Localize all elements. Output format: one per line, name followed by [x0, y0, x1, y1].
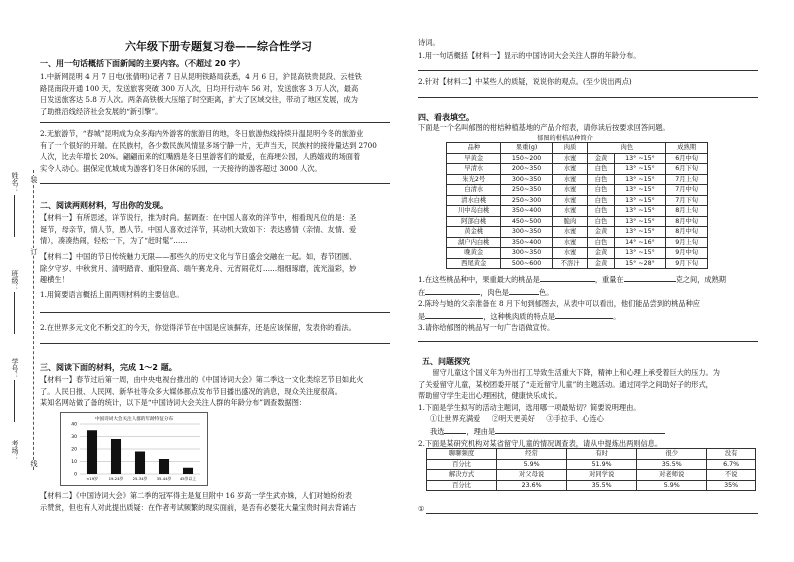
table-cell: 白色 — [588, 237, 614, 248]
table-cell: 9月中旬 — [666, 248, 708, 259]
s3-material-2 — [40, 490, 395, 513]
table-cell: 13° ~15° — [614, 227, 666, 238]
q1-text-f: 色。 — [538, 287, 554, 297]
table-cell: 35.5% — [567, 480, 637, 491]
table-cell: 早黄金 — [447, 153, 501, 164]
answer-line[interactable] — [418, 97, 758, 98]
table-cell: 9月下旬 — [666, 258, 708, 269]
s1-heading: 一、用一句话概括下面新闻的主要内容。（不超过 20 字） — [40, 59, 245, 68]
s2-question-2: 2.在世界多元文化不断交汇的今天，你觉得洋节在中国是应该摒弃，还是应该保留，发表你的看法。 — [40, 323, 356, 332]
s3-material-1 — [40, 374, 395, 409]
table-row — [447, 248, 708, 259]
s3-heading: 三、阅读下面的材料，完成 1～2 题。 — [40, 363, 177, 372]
table-row — [427, 459, 756, 470]
s4-table-title: 郁图的柑桔品种简介 — [537, 135, 593, 142]
chart-xtick-label: 25-34岁 — [132, 476, 148, 481]
s1-news-1-line: 了助推沿线经济社会发展的“新引擎”。 — [40, 106, 163, 116]
table-cell: 西尾黄金 — [447, 258, 501, 269]
s1-news-2-line: 人次，比去年增长 20%。翩翩而来的红嘴鸥是冬日里游客们的最爱，在海埂公园，人鸥嬉戏的场面着 — [40, 152, 361, 162]
binding-blank-1[interactable] — [14, 195, 15, 237]
s1-news-2 — [40, 128, 395, 174]
chart-xtick-label: 35-44岁 — [156, 476, 172, 481]
binding-label-name: 姓名： — [11, 172, 19, 193]
table-cell: 白色 — [588, 185, 614, 196]
table-cell: 白色 — [588, 174, 614, 185]
answer-line[interactable] — [418, 70, 758, 71]
table-cell: 白色 — [588, 216, 614, 227]
table-row — [427, 470, 756, 481]
age-distribution-chart — [60, 412, 208, 486]
table-row — [447, 237, 708, 248]
table-cell: 9月上旬 — [666, 237, 708, 248]
s4-q1-line — [418, 273, 763, 286]
table-cell: 水蜜 — [552, 174, 588, 185]
s1-news-1-line: 路昆南段开通 100 天，发送旅客突破 300 万人次，日均开行动车 56 对，发送旅客 3 万人次，最高 — [40, 83, 359, 93]
table-cell: 不说 — [707, 470, 756, 481]
table-row — [447, 258, 708, 269]
chart-ytick-label: 30 — [71, 435, 77, 441]
s3-m2-line: 【材料二】《中国诗词大会》第二季的冠军得主是复旦附中 16 岁高一学生武亦姝，人们对她纷纷表 — [40, 491, 352, 500]
q2-text-c: ，这种桃肉质的特点是 — [483, 311, 556, 321]
table-cell: 川中岛白桃 — [447, 206, 501, 217]
table-cell: 13° ~15° — [614, 216, 666, 227]
cut-char-3: 线 — [30, 460, 38, 467]
table-cell: 阿部白桃 — [447, 216, 501, 227]
answer-line[interactable] — [40, 122, 390, 123]
table-cell: 14° ~16° — [614, 237, 666, 248]
table-cell: 百分比 — [427, 480, 497, 491]
table-cell: 200~350 — [501, 164, 552, 175]
table-cell: 5.9% — [497, 459, 567, 470]
s4-q3-line: 3.请你给郁图的桃品写一句广告语做宣传。 — [418, 323, 555, 333]
survey-table — [426, 448, 756, 491]
table-cell: 7月上旬 — [666, 174, 708, 185]
s1-news-2-line: 有了一个很好的开端。在民族村，各少数民族风情显多场宁静一片，无声当天，民族村的接待量达到 2700 — [40, 140, 377, 150]
peach-table — [446, 142, 708, 269]
table-cell: 对父母说 — [497, 470, 567, 481]
table-header-cell: 肉质 — [552, 143, 588, 154]
binding-label-id: 学号： — [11, 358, 19, 379]
chart-xtick-label: 19-24岁 — [108, 476, 124, 481]
table-cell: 朱光2号 — [447, 174, 501, 185]
table-cell: 金黄 — [588, 248, 614, 259]
table-cell: 湖户内白桃 — [447, 237, 501, 248]
table-cell: 对老师说 — [637, 470, 707, 481]
table-cell: 没有 — [707, 449, 756, 460]
chart-xtick-label: 45岁以上 — [179, 476, 197, 481]
table-cell: 金黄 — [588, 258, 614, 269]
table-cell: 白色 — [588, 195, 614, 206]
q2-text-d: 。 — [613, 311, 621, 321]
s1-news-1-line: 日发送旅客达 5.8 万人次。两条高铁极大压缩了时空距离，扩大了区域交往，带动了地区发展，成为 — [40, 95, 358, 105]
s4-question-1 — [418, 273, 763, 334]
s5-p-line: 了关爱留守儿童，某校团委开展了“走近留守儿童”的主题活动。通过同学之间助好子的形式， — [418, 379, 713, 389]
s2-heading: 二、阅读两则材料，写出你的发现。 — [40, 201, 168, 210]
r-cont: 诗词。 — [418, 38, 440, 47]
fill-blank[interactable] — [444, 425, 466, 434]
table-cell: 13° ~15° — [614, 206, 666, 217]
table-cell: 13° ~15° — [614, 195, 666, 206]
table-header-cell: 果重(g) — [501, 143, 552, 154]
table-cell: 15° ~28° — [614, 258, 666, 269]
table-row — [447, 195, 708, 206]
table-cell: 对同学说 — [567, 470, 637, 481]
s1-news-1 — [40, 71, 395, 117]
table-cell: 水蜜 — [552, 164, 588, 175]
table-cell: 6月中旬 — [666, 153, 708, 164]
table-cell: 水蜜 — [552, 185, 588, 196]
table-cell: 清水白桃 — [447, 195, 501, 206]
option-1[interactable]: ①让世界充满爱 — [430, 414, 481, 424]
chart-title: 中国诗词大会关注人群的年龄特征分布 — [94, 417, 174, 422]
table-header-cell: 成熟期 — [666, 143, 708, 154]
s5-options — [418, 413, 763, 425]
table-cell: 白色 — [588, 164, 614, 175]
table-cell: 150~200 — [501, 153, 552, 164]
s5-p-line: 帮助留守学生走出心理困扰，健康快乐成长。 — [418, 391, 562, 401]
q1-text-c: 克之间，成熟期 — [675, 275, 726, 284]
s5-q2: 2.下面是某研究机构对某省留守儿童的情况调查表，请从中提炼出两则信息。 — [418, 438, 663, 448]
reason-label: ，理由是 — [466, 426, 496, 436]
table-cell: 51.9% — [567, 459, 637, 470]
chart-ytick-label: 10 — [71, 460, 77, 466]
s3-m2-line: 示赞赏，但也有人对此提出质疑：在作者考试频繁的现实面前，是否有必要花大量宝贵时间去背诵古 — [40, 502, 357, 512]
option-2[interactable]: ②明天更美好 — [491, 414, 535, 424]
chart-bar — [87, 430, 97, 474]
table-cell: 500~600 — [501, 258, 552, 269]
fill-blank[interactable] — [495, 425, 665, 434]
s5-choose-line — [418, 425, 763, 438]
table-cell: 百分比 — [427, 459, 497, 470]
table-cell: 300~350 — [501, 248, 552, 259]
fill-blank[interactable] — [555, 310, 613, 319]
table-cell: 8月中旬 — [666, 227, 708, 238]
s2-m2-line: 除夕守岁、中秋赏月、清明踏青、重阳登高、端午赛龙舟、元宵闹花灯……细细琢磨，流光溢彩，妙 — [40, 263, 357, 273]
table-cell: 23.6% — [497, 480, 567, 491]
binding-blank-3[interactable] — [14, 380, 15, 422]
r-question-2: 2.针对【材料二】中某些人的质疑，说说你的观点。(至少说出两点) — [418, 77, 632, 86]
option-3[interactable]: ③手拉手、心连心 — [546, 414, 604, 424]
table-header-cell: 肉色 — [588, 143, 666, 154]
table-cell: 水蜜 — [552, 237, 588, 248]
chart-ytick-label: 0 — [74, 472, 77, 478]
table-cell: 300~350 — [501, 227, 552, 238]
fill-blank[interactable] — [425, 286, 480, 295]
table-cell: 金黄 — [588, 227, 614, 238]
answer-line[interactable] — [426, 513, 758, 514]
chart-bar — [183, 468, 193, 474]
s2-m2-line: 趣横生！ — [40, 275, 69, 285]
page-title: 六年级下册专题复习卷——综合性学习 — [125, 40, 312, 53]
table-row — [447, 227, 708, 238]
table-cell: 7月下旬 — [666, 195, 708, 206]
table-cell: 水蜜 — [552, 195, 588, 206]
cut-char-2: 订 — [30, 248, 38, 255]
s3-m1-line: 【材料一】春节过后第一周，由中央电视台推出的《中国诗词大会》第二季这一文化类综艺节目如此火 — [40, 375, 364, 384]
s2-m2-line: 【材料二】中国的节日传统魅力无限——那些久的历史文化与节日盛会交融在一起。如，春节团圆、 — [40, 252, 357, 261]
s2-m1-line: 诞节，母亲节，情人节，愚人节。中国人喜欢过洋节，其动机大致如下：表达感情（亲情、友情、爱 — [40, 224, 357, 234]
table-cell: 13° ~15° — [614, 174, 666, 185]
chart-bar — [111, 439, 121, 474]
fill-blank[interactable] — [624, 273, 676, 282]
table-cell: 金黄 — [588, 153, 614, 164]
table-row — [447, 216, 708, 227]
table-cell: 13° ~15° — [614, 248, 666, 259]
chart-ytick-label: 40 — [71, 422, 77, 428]
table-cell: 250~350 — [501, 185, 552, 196]
s2-m1-line: 【材料一】有所思述，详节说行，推为时尚。据调查：在中国人喜欢的洋节中，相看现凡位的是：圣 — [40, 213, 357, 222]
chart-bar — [135, 452, 145, 475]
table-cell: 晚黄金 — [447, 248, 501, 259]
q1-text-d: 在 — [418, 287, 426, 297]
q2-text-b: 是 — [418, 311, 426, 321]
table-header-cell: 品种 — [447, 143, 501, 154]
table-row — [427, 449, 756, 460]
table-cell: 35% — [707, 480, 756, 491]
fill-blank[interactable] — [425, 310, 483, 319]
s2-m1-line: 情），凑凑热闹，轻松一下，为了“赶时髦”…… — [40, 236, 188, 246]
binding-line — [33, 170, 34, 470]
s4-q2-line — [418, 310, 763, 323]
s3-m1-line: 了。人民日报、人民网、新华社等众多大媒体都点发布节目播出盛况的消息，现众关注度很高。 — [40, 386, 342, 396]
table-row — [427, 480, 756, 491]
s5-answer-marker: ① — [418, 504, 425, 513]
table-cell: 水蜜 — [552, 206, 588, 217]
table-cell: 13° ~15° — [614, 153, 666, 164]
s4-heading: 四、看表填空。 — [418, 113, 474, 122]
table-cell: 有时 — [567, 449, 637, 460]
table-cell: 250~300 — [501, 195, 552, 206]
answer-line[interactable] — [40, 312, 390, 313]
r-question-1: 1.用一句话概括【材料一】显示的中国诗词大会关注人群的年龄分布。 — [418, 51, 641, 60]
answer-line[interactable] — [40, 343, 390, 344]
table-cell: 5.9% — [637, 480, 707, 491]
s2-material-2 — [40, 251, 395, 286]
table-cell: 早清水 — [447, 164, 501, 175]
s5-p-line: 留守儿童这个国义年为外出打工导致生活重大下降，精神上和心理上承受着巨大的压力。为 — [432, 368, 720, 377]
choose-label: 我选 — [430, 426, 445, 436]
s3-m1-line: 某知名网站做了备的统计，以下是“中国诗词大会关注人群的年龄分布”调查数据图： — [40, 398, 307, 408]
table-cell: 白色 — [588, 206, 614, 217]
table-row — [447, 185, 708, 196]
table-cell: 脆肉 — [552, 216, 588, 227]
table-cell: 聊聊频度 — [427, 449, 497, 460]
q1-text-b: ，重量在 — [594, 275, 624, 284]
cut-char-1: 装 — [30, 176, 38, 183]
table-cell: 不溶汁 — [552, 258, 588, 269]
table-cell: 7月中旬 — [666, 185, 708, 196]
q1-text-e: ，肉色是 — [480, 287, 509, 297]
table-cell: 8月上旬 — [666, 206, 708, 217]
table-cell: 水蜜 — [552, 248, 588, 259]
binding-label-class: 班级： — [11, 270, 19, 291]
table-row — [447, 164, 708, 175]
table-cell: 13° ~15° — [614, 164, 666, 175]
chart-xtick-label: <19岁 — [86, 476, 98, 481]
s1-news-1-line: 1.中新网昆明 4 月 7 日电(张倩明)记者 7 日从昆明铁路局获悉，4 月 6 日，沪昆高铁贵昆段、云桂铁 — [40, 72, 362, 81]
table-cell: 350~400 — [501, 237, 552, 248]
table-cell: 水蜜 — [552, 153, 588, 164]
s5-q1: 1.下面是学生拟写的活动主题词，选用哪一项最贴切？简要说明理由。 — [418, 402, 641, 412]
table-header-row — [447, 143, 708, 154]
s1-news-2-line: 2.无旅游节，“春城”昆明成为众多海内外游客的旅游目的地，冬日旅游热线持续升温昆明今冬的旅游业 — [40, 129, 364, 138]
s5-heading: 五、问题探究 — [422, 357, 470, 366]
s4-q1-line — [418, 286, 763, 299]
s4-intro: 下面是一个名叫郁图的柑桔种植基地的产品介绍表，请你读后按要求回答问题。 — [418, 123, 670, 132]
chart-bar — [159, 459, 169, 474]
s2-question-1: 1.用简要语言概括上面两则材料的主要信息。 — [40, 290, 184, 299]
fill-blank[interactable] — [540, 273, 595, 282]
answer-line[interactable] — [418, 341, 758, 342]
binding-label-room: 考场： — [11, 440, 19, 461]
answer-line[interactable] — [40, 183, 390, 184]
table-cell: 很少 — [637, 449, 707, 460]
table-cell: 6月下旬 — [666, 164, 708, 175]
table-cell: 白清水 — [447, 185, 501, 196]
table-row — [447, 206, 708, 217]
table-row — [447, 174, 708, 185]
table-cell: 黄金桃 — [447, 227, 501, 238]
table-cell: 35.5% — [637, 459, 707, 470]
table-cell: 6.7% — [707, 459, 756, 470]
table-cell: 解决方式 — [427, 470, 497, 481]
s4-q2-line: 2.陈玲与她的父亲准备在 8 月下旬到郁图去，从表中可以看出，他们能品尝到的桃品种应 — [418, 299, 700, 309]
table-cell: 350~400 — [501, 206, 552, 217]
q1-text-a: 1.在这些桃品种中，果重最大的桃品是 — [418, 275, 540, 284]
fill-blank[interactable] — [509, 286, 539, 295]
table-cell: 450~500 — [501, 216, 552, 227]
table-cell: 300~350 — [501, 174, 552, 185]
table-cell: 水蜜 — [552, 227, 588, 238]
binding-blank-2[interactable] — [14, 292, 15, 334]
table-cell: 8月中旬 — [666, 216, 708, 227]
table-cell: 经常 — [497, 449, 567, 460]
s5-paragraph — [418, 367, 763, 449]
table-row — [447, 153, 708, 164]
chart-ytick-label: 20 — [71, 447, 77, 453]
table-cell: 13° ~15° — [614, 185, 666, 196]
s1-news-2-line: 实令人动心。据保定优城成为游客们冬日休闲的乐园，一天接待的游客超过 3000 人次。 — [40, 163, 322, 173]
s2-material-1 — [40, 212, 395, 247]
